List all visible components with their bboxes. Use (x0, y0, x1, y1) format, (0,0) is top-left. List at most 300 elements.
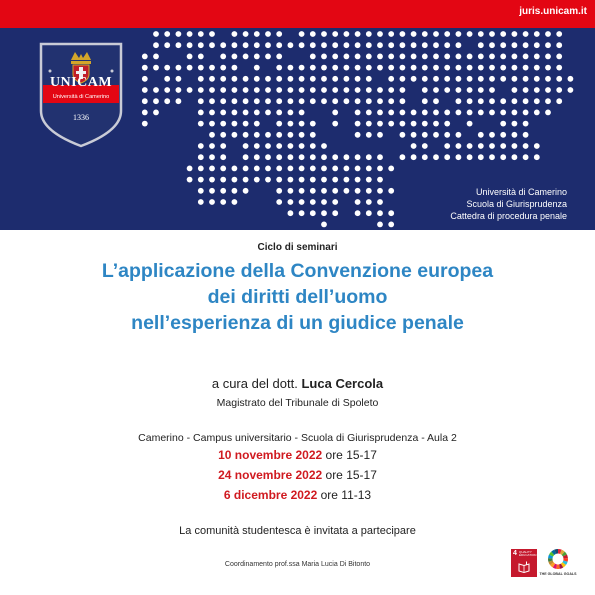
map-dot (478, 143, 484, 149)
map-dot (444, 143, 450, 149)
map-dot (288, 121, 294, 127)
map-dot (198, 76, 204, 82)
map-dot (220, 177, 226, 183)
map-dot (411, 31, 417, 37)
map-dot (523, 110, 529, 116)
map-dot (232, 65, 238, 71)
map-dot (523, 31, 529, 37)
map-dot (321, 210, 327, 216)
map-dot (489, 76, 495, 82)
map-dot (456, 98, 462, 104)
map-dot (467, 65, 473, 71)
map-dot (433, 54, 439, 60)
map-dot (523, 42, 529, 48)
map-dot (500, 110, 506, 116)
map-dot (534, 76, 540, 82)
map-dot (355, 87, 361, 93)
map-dot (444, 65, 450, 71)
map-dot (310, 143, 316, 149)
map-dot (310, 65, 316, 71)
map-dot (400, 98, 406, 104)
map-dot (321, 54, 327, 60)
map-dot (556, 42, 562, 48)
map-dot (198, 65, 204, 71)
map-dot (332, 177, 338, 183)
event-location: Camerino - Campus universitario - Scuola di Giurisprudenza - Aula 2 (138, 432, 457, 444)
map-dot (198, 166, 204, 172)
map-dot (377, 121, 383, 127)
map-dot (500, 143, 506, 149)
map-dot (310, 87, 316, 93)
map-dot (444, 121, 450, 127)
map-dot (209, 121, 215, 127)
map-dot (176, 31, 182, 37)
map-dot (366, 110, 372, 116)
map-dot (321, 154, 327, 160)
map-dot (534, 87, 540, 93)
map-dot (254, 42, 260, 48)
map-dot (444, 42, 450, 48)
map-dot (209, 166, 215, 172)
map-dot (400, 54, 406, 60)
map-dot (467, 154, 473, 160)
map-dot (321, 177, 327, 183)
map-dot (265, 110, 271, 116)
map-dot (288, 65, 294, 71)
map-dot (164, 31, 170, 37)
date-3: 6 dicembre 2022 (223, 488, 318, 502)
map-dot (276, 121, 282, 127)
map-dot (400, 121, 406, 127)
map-dot (534, 98, 540, 104)
map-dot (153, 31, 159, 37)
map-dot (377, 154, 383, 160)
map-dot (523, 143, 529, 149)
map-dot (265, 42, 271, 48)
map-dot (321, 76, 327, 82)
map-dot (355, 110, 361, 116)
map-dot (467, 76, 473, 82)
map-dot (265, 98, 271, 104)
map-dot (220, 65, 226, 71)
map-dot (243, 98, 249, 104)
map-dot (523, 76, 529, 82)
map-dot (355, 154, 361, 160)
map-dot (276, 132, 282, 138)
map-dot (489, 154, 495, 160)
map-dot (467, 98, 473, 104)
map-dot (299, 132, 305, 138)
map-dot (523, 87, 529, 93)
event-title-line-2: dei diritti dell’uomo (207, 286, 388, 308)
map-dot (332, 210, 338, 216)
map-dot (366, 98, 372, 104)
map-dot (512, 132, 518, 138)
date-line-1 (0, 448, 595, 462)
map-dot (500, 76, 506, 82)
map-dot (444, 54, 450, 60)
map-dot (164, 98, 170, 104)
map-dot (377, 177, 383, 183)
map-dot (355, 132, 361, 138)
map-dot (500, 31, 506, 37)
map-dot (344, 31, 350, 37)
map-dot (299, 65, 305, 71)
map-dot (344, 188, 350, 194)
map-dot (377, 31, 383, 37)
map-dot (388, 188, 394, 194)
map-dot (355, 177, 361, 183)
map-dot (220, 166, 226, 172)
map-dot (254, 177, 260, 183)
map-dot (355, 98, 361, 104)
map-dot (388, 222, 394, 228)
map-dot (556, 31, 562, 37)
map-dot (388, 31, 394, 37)
map-dot (142, 110, 148, 116)
map-dot (388, 87, 394, 93)
map-dot (299, 210, 305, 216)
map-dot (220, 87, 226, 93)
map-dot (456, 65, 462, 71)
map-dot (232, 177, 238, 183)
map-dot (265, 143, 271, 149)
map-dot (254, 132, 260, 138)
map-dot (444, 76, 450, 82)
curator-role: Magistrato del Tribunale di Spoleto (216, 397, 379, 409)
affiliation-block (450, 186, 567, 222)
map-dot (355, 121, 361, 127)
map-dot (254, 54, 260, 60)
map-dot (366, 87, 372, 93)
map-dot (344, 177, 350, 183)
map-dot (366, 154, 372, 160)
map-dot (310, 199, 316, 205)
map-dot (209, 132, 215, 138)
map-dot (232, 110, 238, 116)
map-dot (422, 54, 428, 60)
map-dot (523, 65, 529, 71)
map-dot (478, 87, 484, 93)
map-dot (209, 188, 215, 194)
map-dot (433, 31, 439, 37)
map-dot (254, 154, 260, 160)
map-dot (332, 76, 338, 82)
map-dot (232, 31, 238, 37)
map-dot (176, 87, 182, 93)
map-dot (209, 177, 215, 183)
map-dot (198, 54, 204, 60)
map-dot (176, 76, 182, 82)
logo-year: 1336 (73, 113, 89, 122)
map-dot (288, 98, 294, 104)
map-dot (377, 98, 383, 104)
map-dot (467, 87, 473, 93)
map-dot (344, 76, 350, 82)
map-dot (422, 110, 428, 116)
map-dot (220, 110, 226, 116)
map-dot (344, 166, 350, 172)
map-dot (545, 65, 551, 71)
map-dot (142, 87, 148, 93)
map-dot (310, 42, 316, 48)
map-dot (276, 54, 282, 60)
map-dot (276, 143, 282, 149)
map-dot (344, 42, 350, 48)
map-dot (355, 65, 361, 71)
map-dot (209, 76, 215, 82)
map-dot (310, 98, 316, 104)
map-dot (220, 42, 226, 48)
map-dot (523, 132, 529, 138)
map-dot (366, 121, 372, 127)
map-dot (243, 87, 249, 93)
map-dot (456, 31, 462, 37)
logo-subtitle: Università di Camerino (52, 94, 110, 100)
map-dot (220, 199, 226, 205)
map-dot (299, 98, 305, 104)
map-dot (545, 42, 551, 48)
map-dot (411, 154, 417, 160)
map-dot (366, 65, 372, 71)
map-dot (545, 76, 551, 82)
map-dot (164, 65, 170, 71)
map-dot (288, 42, 294, 48)
map-dot (243, 54, 249, 60)
map-dot (388, 166, 394, 172)
map-dot (187, 42, 193, 48)
map-dot (232, 98, 238, 104)
invitation-text: La comunità studentesca è invitata a partecipare (179, 525, 416, 537)
map-dot (556, 65, 562, 71)
map-dot (220, 188, 226, 194)
map-dot (478, 76, 484, 82)
map-dot (187, 87, 193, 93)
coordination-text: Coordinamento prof.ssa Maria Lucia Di Bitonto (224, 561, 371, 568)
map-dot (243, 154, 249, 160)
map-dot (187, 166, 193, 172)
time-3: ore 11-13 (320, 488, 372, 502)
map-dot (243, 166, 249, 172)
map-dot (209, 42, 215, 48)
time-2: ore 15-17 (325, 468, 377, 482)
map-dot (512, 110, 518, 116)
map-dot (523, 121, 529, 127)
map-dot (209, 98, 215, 104)
sdg-label: QUALITY EDUCATION (519, 550, 537, 557)
map-dot (321, 222, 327, 228)
affiliation-university: Università di Camerino (475, 187, 567, 197)
map-dot (220, 143, 226, 149)
map-dot (299, 42, 305, 48)
map-dot (332, 98, 338, 104)
map-dot (299, 143, 305, 149)
map-dot (545, 110, 551, 116)
map-dot (456, 132, 462, 138)
map-dot (232, 188, 238, 194)
map-dot (377, 54, 383, 60)
map-dot (232, 54, 238, 60)
map-dot (366, 210, 372, 216)
map-dot (512, 121, 518, 127)
map-dot (243, 31, 249, 37)
map-dot (232, 76, 238, 82)
map-dot (243, 143, 249, 149)
map-dot (422, 143, 428, 149)
map-dot (433, 76, 439, 82)
map-dot (478, 154, 484, 160)
map-dot (366, 188, 372, 194)
map-dot (422, 98, 428, 104)
map-dot (400, 76, 406, 82)
map-dot (422, 121, 428, 127)
map-dot (366, 42, 372, 48)
map-dot (310, 121, 316, 127)
map-dot (400, 132, 406, 138)
map-dot (254, 76, 260, 82)
map-dot (243, 177, 249, 183)
map-dot (444, 132, 450, 138)
map-dot (512, 54, 518, 60)
event-title-line-3: nell’esperienza di un giudice penale (131, 312, 464, 334)
map-dot (568, 76, 574, 82)
map-dot (299, 31, 305, 37)
map-dot (444, 154, 450, 160)
map-dot (265, 177, 271, 183)
map-dot (500, 132, 506, 138)
map-dot (534, 143, 540, 149)
map-dot (556, 87, 562, 93)
map-dot (478, 98, 484, 104)
map-dot (377, 42, 383, 48)
map-dot (209, 199, 215, 205)
map-dot (467, 110, 473, 116)
map-dot (164, 42, 170, 48)
map-dot (377, 222, 383, 228)
map-dot (444, 110, 450, 116)
map-dot (422, 87, 428, 93)
global-goals-label: THE GLOBAL GOALS (539, 572, 577, 576)
map-dot (467, 54, 473, 60)
map-dot (478, 31, 484, 37)
map-dot (512, 31, 518, 37)
curator-prefix: a cura del dott. (211, 376, 298, 391)
map-dot (209, 65, 215, 71)
map-dot (288, 143, 294, 149)
map-dot (332, 42, 338, 48)
map-dot (232, 199, 238, 205)
curator-name: Luca Cercola (301, 376, 384, 391)
map-dot (534, 154, 540, 160)
time-1: ore 15-17 (325, 448, 377, 462)
map-dot (142, 65, 148, 71)
map-dot (321, 87, 327, 93)
map-dot (254, 87, 260, 93)
map-dot (456, 143, 462, 149)
map-dot (388, 76, 394, 82)
site-url-link[interactable]: juris.unicam.it (519, 6, 587, 17)
map-dot (422, 65, 428, 71)
map-dot (512, 42, 518, 48)
map-dot (422, 76, 428, 82)
map-dot (321, 42, 327, 48)
map-dot (198, 98, 204, 104)
map-dot (310, 76, 316, 82)
date-line-3 (0, 488, 595, 502)
map-dot (433, 110, 439, 116)
map-dot (254, 98, 260, 104)
map-dot (276, 76, 282, 82)
map-dot (142, 54, 148, 60)
map-dot (411, 54, 417, 60)
map-dot (332, 54, 338, 60)
map-dot (377, 65, 383, 71)
map-dot (366, 177, 372, 183)
map-dot (467, 31, 473, 37)
map-dot (377, 87, 383, 93)
map-dot (366, 54, 372, 60)
map-dot (433, 121, 439, 127)
map-dot (388, 110, 394, 116)
map-dot (310, 132, 316, 138)
map-dot (388, 98, 394, 104)
map-dot (456, 42, 462, 48)
map-dot (500, 65, 506, 71)
map-dot (276, 199, 282, 205)
map-dot (355, 210, 361, 216)
map-dot (142, 98, 148, 104)
date-1: 10 novembre 2022 (218, 448, 323, 462)
map-dot (332, 188, 338, 194)
map-dot (243, 76, 249, 82)
map-dot (355, 76, 361, 82)
map-dot (556, 76, 562, 82)
map-dot (243, 42, 249, 48)
banner (0, 28, 595, 230)
date-line-2 (0, 468, 595, 482)
map-dot (198, 154, 204, 160)
map-dot (265, 154, 271, 160)
map-dot (254, 143, 260, 149)
map-dot (299, 87, 305, 93)
map-dot (411, 65, 417, 71)
map-dot (332, 121, 338, 127)
map-dot (377, 210, 383, 216)
map-dot (355, 42, 361, 48)
map-dot (254, 65, 260, 71)
sdg-number: 4 (513, 550, 517, 557)
map-dot (478, 42, 484, 48)
map-dot (411, 76, 417, 82)
map-dot (456, 54, 462, 60)
map-dot (545, 31, 551, 37)
map-dot (187, 31, 193, 37)
map-dot (220, 121, 226, 127)
map-dot (523, 154, 529, 160)
map-dot (198, 87, 204, 93)
map-dot (176, 42, 182, 48)
map-dot (344, 87, 350, 93)
map-dot (400, 110, 406, 116)
map-dot (500, 121, 506, 127)
map-dot (254, 110, 260, 116)
map-dot (366, 199, 372, 205)
map-dot (377, 188, 383, 194)
map-dot (321, 65, 327, 71)
map-dot (288, 132, 294, 138)
map-dot (456, 110, 462, 116)
map-dot (366, 132, 372, 138)
